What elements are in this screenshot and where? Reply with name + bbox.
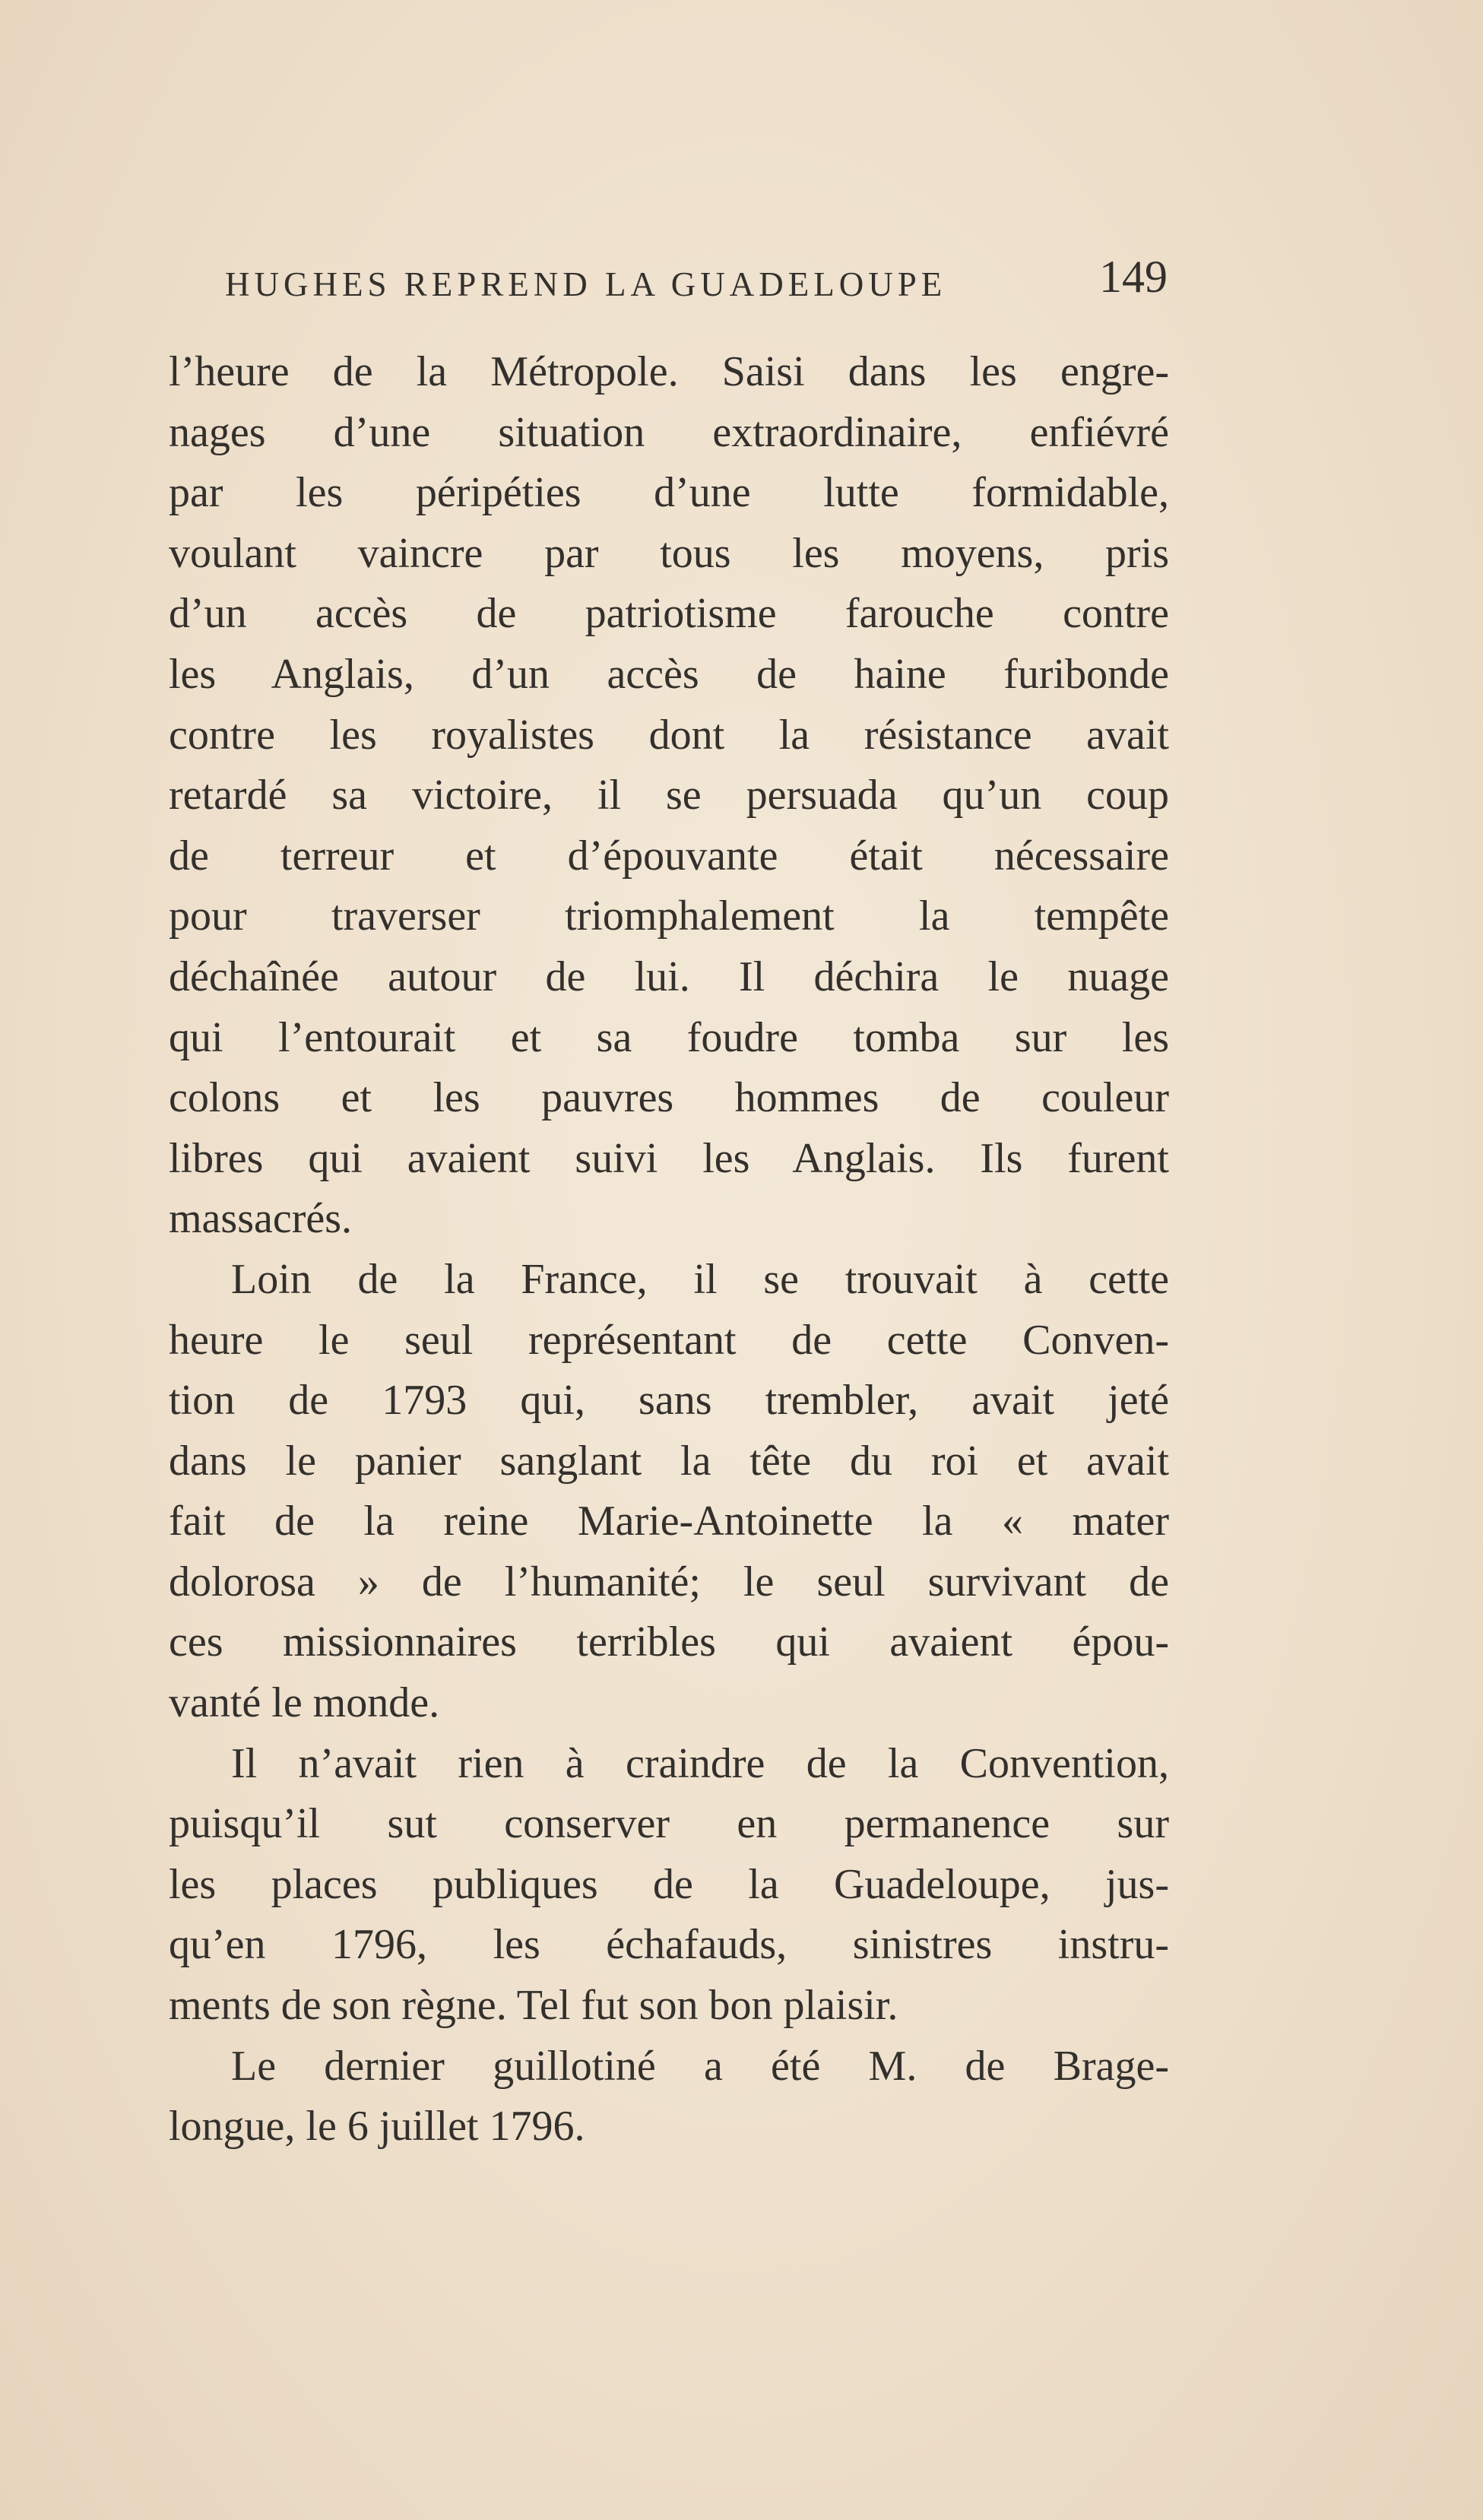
text-line: dolorosa » de l’humanité; le seul survivant de [169,1558,1169,1606]
text-line: puisqu’il sut conserver en permanence sur [169,1800,1169,1848]
text-line: Le dernier guillotiné a été M. de Brage- [231,2042,1169,2090]
text-line: voulant vaincre par tous les moyens, pris [169,529,1169,577]
text-line: libres qui avaient suivi les Anglais. Ils furent [169,1134,1169,1182]
text-line: d’un accès de patriotisme farouche contre [169,590,1169,638]
text-line: massacrés. [169,1195,353,1243]
text-line: qui l’entourait et sa foudre tomba sur les [169,1013,1169,1061]
text-line: heure le seul représentant de cette Conven- [169,1316,1169,1364]
text-line: Il n’avait rien à craindre de la Convention, [231,1739,1169,1787]
text-line: l’heure de la Métropole. Saisi dans les engre- [169,348,1169,395]
body-text [169,342,1169,2157]
text-line: les places publiques de la Guadeloupe, jus- [169,1860,1169,1908]
text-line: colons et les pauvres hommes de couleur [169,1074,1169,1122]
text-line: nages d’une situation extraordinaire, enfiévré [169,408,1169,456]
text-line: déchaînée autour de lui. Il déchira le nuage [169,953,1169,1000]
text-line: les Anglais, d’un accès de haine furibonde [169,650,1169,698]
text-line: fait de la reine Marie-Antoinette la « mater [169,1498,1169,1545]
text-line: dans le panier sanglant la tête du roi et avait [169,1437,1169,1485]
text-line: contre les royalistes dont la résistance avait [169,711,1169,759]
text-line: de terreur et d’épouvante était nécessaire [169,832,1169,880]
text-line: pour traverser triomphalement la tempête [169,892,1169,940]
text-line: par les péripéties d’une lutte formidable, [169,469,1169,517]
text-line: ments de son règne. Tel fut son bon plaisir. [169,1982,898,2030]
running-head: HUGHES REPREND LA GUADELOUPE [225,265,947,303]
text-line: qu’en 1796, les échafauds, sinistres instru- [169,1921,1169,1969]
page-header [225,251,1168,319]
page-number: 149 [1099,252,1168,302]
text-line: vanté le monde. [169,1679,440,1727]
text-line: longue, le 6 juillet 1796. [169,2103,585,2151]
text-line: ces missionnaires terribles qui avaient épou- [169,1618,1169,1666]
text-line: retardé sa victoire, il se persuada qu’un coup [169,772,1169,819]
text-line: tion de 1793 qui, sans trembler, avait jeté [169,1377,1169,1425]
text-line: Loin de la France, il se trouvait à cette [231,1255,1169,1303]
